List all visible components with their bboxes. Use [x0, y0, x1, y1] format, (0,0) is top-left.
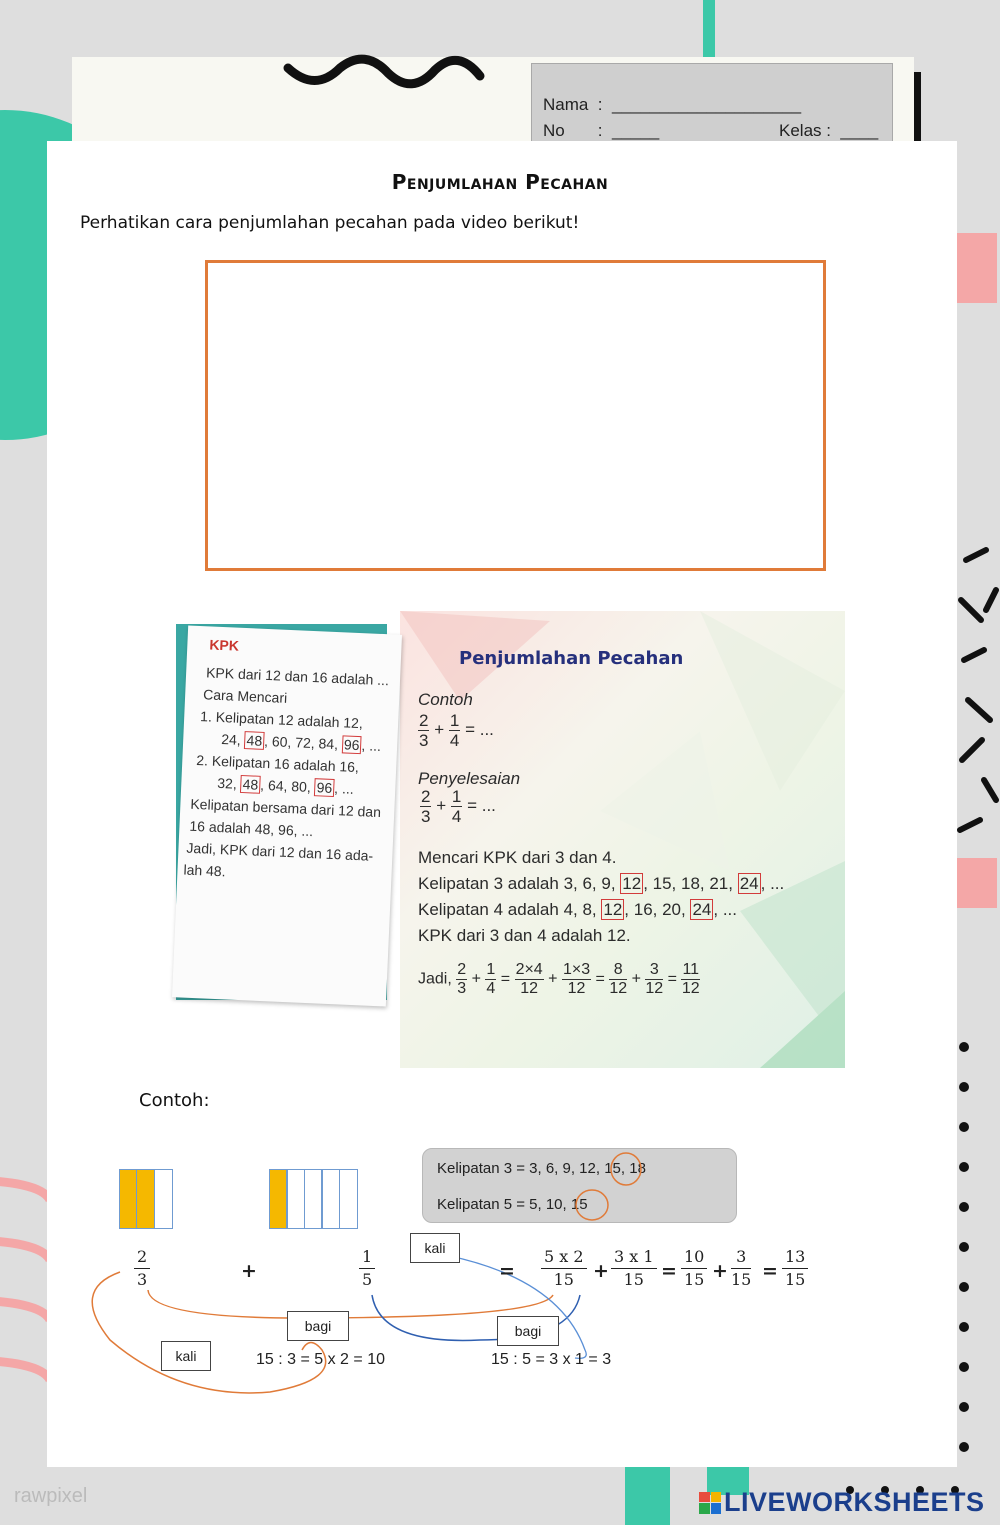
- tag-kali-top: kali: [410, 1233, 460, 1263]
- squiggle-decoration: [280, 48, 490, 98]
- fraction-two-thirds: 2 3: [134, 1248, 150, 1290]
- fraction-bar-cell: [154, 1169, 173, 1229]
- fraction-bar-two-thirds: [120, 1169, 173, 1229]
- rawpixel-watermark: rawpixel: [14, 1485, 88, 1507]
- kpk-line-1: KPK dari 12 dan 16 adalah ...: [205, 664, 390, 689]
- kpk-line-6: 16 adalah 48, 96, ...: [189, 817, 314, 840]
- kpk-card: [172, 626, 402, 1007]
- polygon-pattern: [400, 611, 845, 1068]
- tag-kali-left: kali: [161, 1341, 211, 1371]
- tag-bagi-right: bagi: [497, 1316, 559, 1346]
- kelipatan-box: [422, 1148, 737, 1223]
- teal-stripe-top: [703, 0, 715, 65]
- no-field[interactable]: No : _____: [543, 121, 660, 140]
- liveworksheets-logo: [699, 1487, 985, 1518]
- page-title: Penjumlahan Pecahan: [391, 170, 609, 194]
- fraction-13-over-15: 13 15: [782, 1248, 808, 1290]
- kpk-line-8: lah 48.: [183, 861, 226, 880]
- panel-final-equation: Jadi, $\frac{2}{3}$ + $\frac{1}{4}$ = $\frac{2\times 4}{12}$ + $\frac{1\times 3}{12}$ = $\frac{8}{12}$ + $\frac{3}{12}$ = $\frac{11}{12}$: [418, 961, 700, 997]
- panel-title: Penjumlahan Pecahan: [459, 648, 684, 669]
- panel-example-expression: $\frac{2}{3}$ + $\frac{1}{4}$ = ...: [419, 711, 494, 750]
- equals-sign: =: [499, 1260, 515, 1282]
- kelipatan-5-line: Kelipatan 5 = 5, 10, 15: [437, 1196, 588, 1213]
- fraction-10-over-15: 10 15: [681, 1248, 707, 1290]
- panel-kpk-result: KPK dari 3 dan 4 adalah 12.: [418, 926, 631, 945]
- panel-mencari-text: Mencari KPK dari 3 dan 4.: [418, 848, 617, 867]
- fraction-bar-cell: [304, 1169, 323, 1229]
- kpk-multiples-16: 32, 48, 64, 80, 96, ...: [217, 774, 355, 797]
- nama-field[interactable]: Nama : ____________________: [543, 95, 802, 114]
- kpk-line-3: 1. Kelipatan 12 adalah 12,: [199, 708, 364, 732]
- kpk-line-2: Cara Mencari: [202, 686, 288, 706]
- fraction-bar-cell: [286, 1169, 305, 1229]
- kpk-line-7: Jadi, KPK dari 12 dan 16 ada-: [186, 839, 374, 864]
- calc-second-fraction: 15 : 5 = 3 x 1 = 3: [491, 1351, 612, 1368]
- fraction-bar-cell: [321, 1169, 340, 1229]
- panel-multiples-3: Kelipatan 3 adalah 3, 6, 9, 12 , 15, 18, 21, 24 , ...: [418, 874, 785, 893]
- student-info-box: [531, 63, 893, 151]
- fraction-3x1-over-15: 3 x 1 15: [611, 1248, 657, 1290]
- equals-sign-3: =: [762, 1260, 778, 1282]
- fraction-bar-one-fifth: [270, 1169, 358, 1229]
- kpk-multiples-12: 24, 48, 60, 72, 84, 96, ...: [220, 731, 382, 755]
- panel-solution-expression: $\frac{2}{3}$ + $\frac{1}{4}$ = ...: [421, 787, 496, 826]
- liveworksheets-brand: LIVEWORKSHEETS: [724, 1487, 985, 1517]
- pink-block-right: [957, 233, 997, 303]
- teal-stripe-bottom: [625, 1465, 670, 1525]
- kelas-field[interactable]: Kelas : ____: [779, 121, 879, 140]
- video-embed[interactable]: [205, 260, 826, 571]
- pink-block-right-2: [957, 858, 997, 908]
- contoh-label: Contoh:: [139, 1090, 210, 1111]
- black-bar-right: [914, 72, 921, 142]
- plus-sign: +: [241, 1260, 257, 1282]
- fraction-bar-cell: [119, 1169, 138, 1229]
- equals-sign-2: =: [661, 1260, 677, 1282]
- kpk-line-4: 2. Kelipatan 16 adalah 16,: [196, 752, 360, 776]
- calc-first-fraction: 15 : 3 = 5 x 2 = 10: [256, 1351, 385, 1368]
- fraction-3-over-15: 3 15: [731, 1247, 752, 1290]
- fraction-bar-cell: [269, 1169, 288, 1229]
- fraction-5x2-over-15: 5 x 2 15: [541, 1248, 587, 1290]
- plus-sign-2: +: [593, 1260, 609, 1282]
- plus-sign-3: +: [712, 1260, 728, 1282]
- panel-multiples-4: Kelipatan 4 adalah 4, 8, 12 , 16, 20, 24 , ...: [418, 900, 738, 919]
- panel-contoh-label: Contoh: [418, 690, 473, 709]
- fraction-bar-cell: [339, 1169, 358, 1229]
- panel-penyelesaian-label: Penyelesaian: [418, 769, 521, 788]
- fraction-bar-cell: [136, 1169, 155, 1229]
- kpk-line-5: Kelipatan bersama dari 12 dan: [190, 795, 382, 821]
- liveworksheets-icon: [699, 1492, 721, 1514]
- kelipatan-3-line: Kelipatan 3 = 3, 6, 9, 12, 15, 18: [437, 1160, 646, 1177]
- tag-bagi-left: bagi: [287, 1311, 349, 1341]
- black-dashes-decoration: [956, 540, 1000, 860]
- kpk-card-title: KPK: [209, 636, 240, 654]
- fraction-one-fifth: 1 5: [359, 1248, 375, 1290]
- instruction-text: Perhatikan cara penjumlahan pecahan pada video berikut!: [80, 213, 580, 233]
